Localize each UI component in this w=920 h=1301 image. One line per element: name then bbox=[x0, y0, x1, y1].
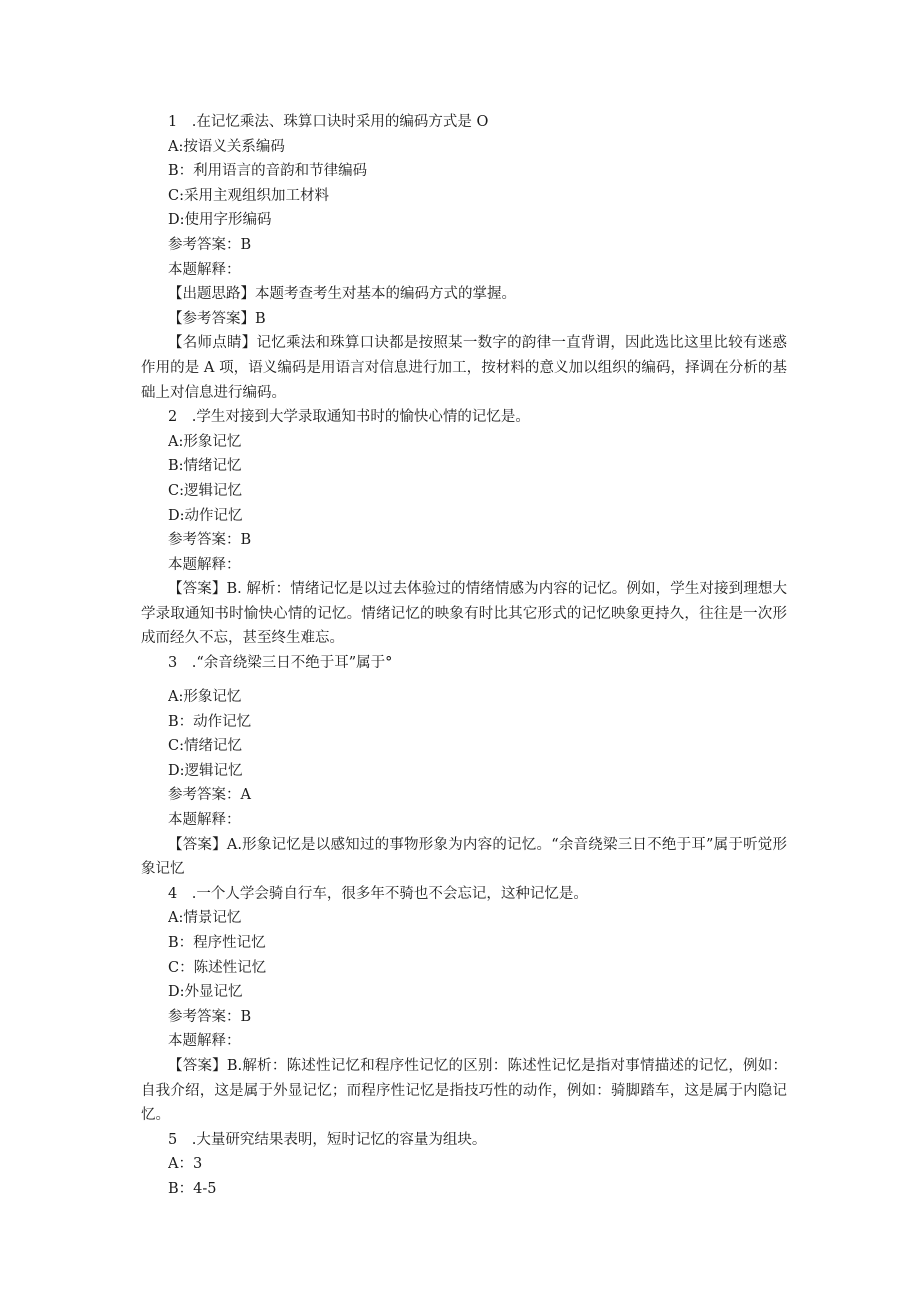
explanation-answer: 【参考答案】B bbox=[168, 310, 266, 327]
option-a: A:形象记忆 bbox=[168, 433, 242, 450]
option-c: C:采用主观组织加工材料 bbox=[168, 187, 329, 204]
document-content bbox=[141, 110, 788, 1202]
explanation-paragraph: 【名师点睛】记忆乘法和珠算口诀都是按照某一数字的韵律一直背谓，因此选比这里比较有迷惑作用的是 A 项，语义编码是用语言对信息进行加工，按材料的意义加以组织的编码，择调在分析的基础上对信息进行编码。 bbox=[141, 335, 787, 401]
explanation-label: 本题解释： bbox=[168, 1033, 241, 1050]
option-d: D:动作记忆 bbox=[168, 507, 243, 524]
option-d: D:使用字形编码 bbox=[168, 212, 272, 229]
option-c: C:情绪记忆 bbox=[168, 738, 242, 755]
option-b: B：程序性记忆 bbox=[168, 935, 266, 951]
option-d: D:外显记忆 bbox=[168, 984, 243, 1001]
explanation-paragraph: 【答案】B.解析：陈述性记忆和程序性记忆的区别：陈述性记忆是指对事情描述的记忆，例如：自我介绍，这是属于外显记忆；而程序性记忆是指技巧性的动作，例如：骑脚踏车，这是属于内隐记忆。 bbox=[141, 1057, 787, 1124]
reference-answer: 参考答案：B bbox=[168, 236, 252, 253]
explanation-label: 本题解释： bbox=[168, 261, 241, 278]
reference-answer: 参考答案：B bbox=[168, 1008, 252, 1025]
explanation-label: 本题解释： bbox=[168, 812, 241, 829]
question-stem: 2 .学生对接到大学录取通知书时的愉快心情的记忆是。 bbox=[168, 409, 530, 426]
question-2 bbox=[141, 405, 788, 651]
question-5 bbox=[168, 1128, 788, 1202]
option-a: A：3 bbox=[168, 1156, 203, 1173]
question-1 bbox=[141, 110, 788, 405]
reference-answer: 参考答案：B bbox=[168, 532, 252, 549]
option-d: D:逻辑记忆 bbox=[168, 762, 243, 779]
explanation-paragraph: 【答案】A.形象记忆是以感知过的事物形象为内容的记忆。“余音绕梁三日不绝于耳”属于听觉形象记忆 bbox=[141, 836, 787, 878]
question-4 bbox=[141, 882, 788, 1128]
option-b: B：4-5 bbox=[168, 1180, 217, 1197]
question-stem: 4 .一个人学会骑自行车，很多年不骑也不会忘记，这种记忆是。 bbox=[168, 885, 588, 902]
option-a: A:形象记忆 bbox=[168, 689, 242, 706]
question-stem: 1 .在记忆乘法、珠算口诀时采用的编码方式是 O bbox=[168, 114, 489, 130]
option-b: B:情绪记忆 bbox=[168, 458, 242, 475]
question-3 bbox=[141, 651, 788, 882]
reference-answer: 参考答案：A bbox=[168, 787, 251, 804]
explanation-paragraph: 【答案】B. 解析：情绪记忆是以过去体验过的情绪情感为内容的记忆。例如，学生对接到理想大学录取通知书时愉快心情的记忆。情绪记忆的映象有时比其它形式的记忆映象更持久，往往是一次形成而经久不忘，甚至终生难忘。 bbox=[141, 581, 787, 647]
option-c: C：陈述性记忆 bbox=[168, 959, 267, 976]
question-stem: 5 .大量研究结果表明，短时记忆的容量为组块。 bbox=[168, 1131, 487, 1148]
option-c: C:逻辑记忆 bbox=[168, 482, 242, 499]
explanation-approach: 【出题思路】本题考查考生对基本的编码方式的掌握。 bbox=[168, 286, 516, 303]
option-b: B：动作记忆 bbox=[168, 713, 252, 730]
option-b: B：利用语言的音韵和节律编码 bbox=[168, 163, 368, 180]
explanation-label: 本题解释： bbox=[168, 556, 241, 573]
option-a: A:按语义关系编码 bbox=[168, 138, 285, 155]
option-a: A:情景记忆 bbox=[168, 910, 242, 927]
question-stem: 3 .“余音绕梁三日不绝于耳”属于° bbox=[168, 655, 393, 672]
